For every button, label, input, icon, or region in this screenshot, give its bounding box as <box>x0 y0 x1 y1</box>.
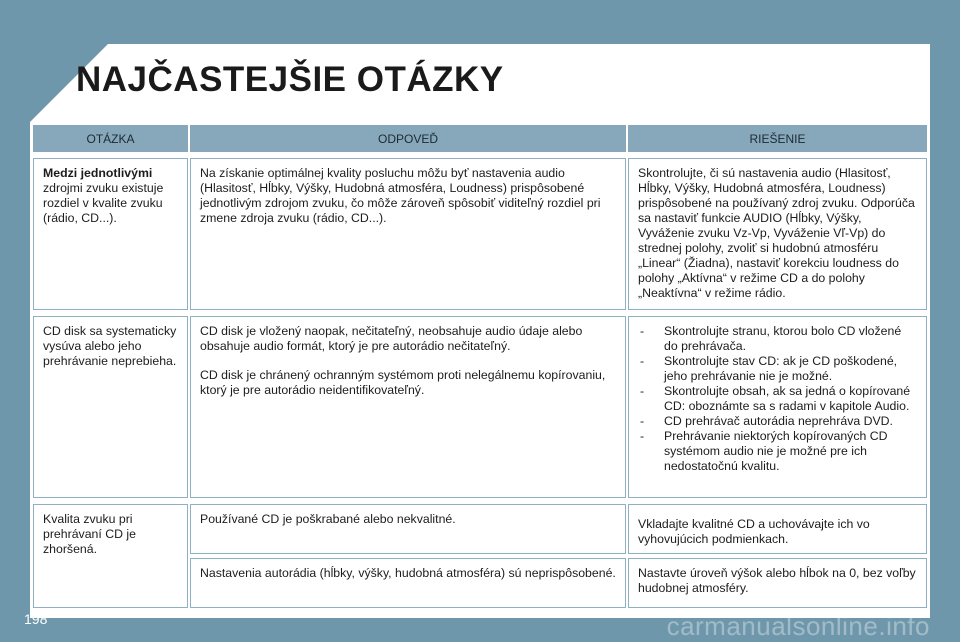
row3-answer-a: Používané CD je poškrabané alebo nekvalitné. <box>200 512 456 526</box>
row2-question-text: CD disk sa systematicky vysúva alebo jeho prehrávanie neprebieha. <box>43 324 177 368</box>
header-question: OTÁZKA <box>33 125 188 152</box>
page-title: NAJČASTEJŠIE OTÁZKY <box>76 60 504 99</box>
row3-question-cell <box>33 504 188 608</box>
row3-answer-b-cell <box>190 558 626 608</box>
row2-solution-list <box>638 324 918 474</box>
row3-solution-a-cell <box>628 504 927 554</box>
row1-question-cell <box>33 158 188 310</box>
row3-answer-a-cell <box>190 504 626 554</box>
page-number: 198 <box>24 611 48 627</box>
row1-answer-text: Na získanie optimálnej kvality posluchu môžu byť nastavenia audio (Hlasitosť, Hĺbky, Výšky, Hudobná atmosféra, Loudness) prispôsobené jednotlivým zdrojom zvuku, čo môže zároveň spôsobiť viditeľný rozdiel pri zmene zdroja zvuku (rádio, CD...). <box>200 166 601 225</box>
header-solution: RIEŠENIE <box>628 125 927 152</box>
list-item: - Skontrolujte obsah, ak sa jedná o kopírované CD: oboznámte sa s radami v kapitole Audio. <box>638 384 918 414</box>
header-answer: ODPOVEĎ <box>190 125 626 152</box>
row1-question-text: zdrojmi zvuku existuje rozdiel v kvalite zvuku (rádio, CD...). <box>43 181 164 225</box>
list-item: - CD prehrávač autorádia neprehráva DVD. <box>638 414 918 429</box>
row1-question-bold: Medzi jednotlivými <box>43 166 153 180</box>
row1-solution-cell <box>628 158 927 310</box>
row3-solution-b: Nastavte úroveň výšok alebo hĺbok na 0, bez voľby hudobnej atmosféry. <box>638 566 916 595</box>
row2-answer-p2: CD disk je chránený ochranným systémom proti nelegálnemu kopírovaniu, ktorý je pre autorádio neidentifikovateľný. <box>200 368 606 397</box>
row1-solution-text: Skontrolujte, či sú nastavenia audio (Hlasitosť, Hĺbky, Výšky, Hudobná atmosféra, Loudness) prispôsobené na používaný zdroj zvuku. Odporúča sa nastaviť funkcie AUDIO (Hĺbky, Výšky, Vyváženie zvuku Vz-Vp, Vyváženie Vľ-Vp) do strednej polohy, zvoliť si hudobnú atmosféru „Linear“ (Žiadna), nastaviť korekciu loudness do polohy „Aktívna“ v režime CD a do polohy „Neaktívna“ v režime rádio. <box>638 166 915 300</box>
row3-solution-a: Vkladajte kvalitné CD a uchovávajte ich vo vyhovujúcich podmienkach. <box>638 517 870 546</box>
row3-question-text: Kvalita zvuku pri prehrávaní CD je zhoršená. <box>43 512 136 556</box>
row2-question-cell <box>33 316 188 498</box>
list-item: - Skontrolujte stranu, ktorou bolo CD vložené do prehrávača. <box>638 324 918 354</box>
list-item: - Prehrávanie niektorých kopírovaných CD systémom audio nie je možné pre ich nedostatočnú kvalitu. <box>638 429 918 474</box>
row2-answer-p1: CD disk je vložený naopak, nečitateľný, neobsahuje audio údaje alebo obsahuje audio formát, ktorý je pre autorádio nečitateľný. <box>200 324 583 353</box>
row2-answer-cell <box>190 316 626 498</box>
watermark: carmanualsonline.info <box>666 611 930 641</box>
list-item: - Skontrolujte stav CD: ak je CD poškodené, jeho prehrávanie nie je možné. <box>638 354 918 384</box>
row3-solution-b-cell <box>628 558 927 608</box>
row3-answer-b: Nastavenia autorádia (hĺbky, výšky, hudobná atmosféra) sú neprispôsobené. <box>200 566 616 580</box>
row2-solution-cell <box>628 316 927 498</box>
row1-answer-cell <box>190 158 626 310</box>
